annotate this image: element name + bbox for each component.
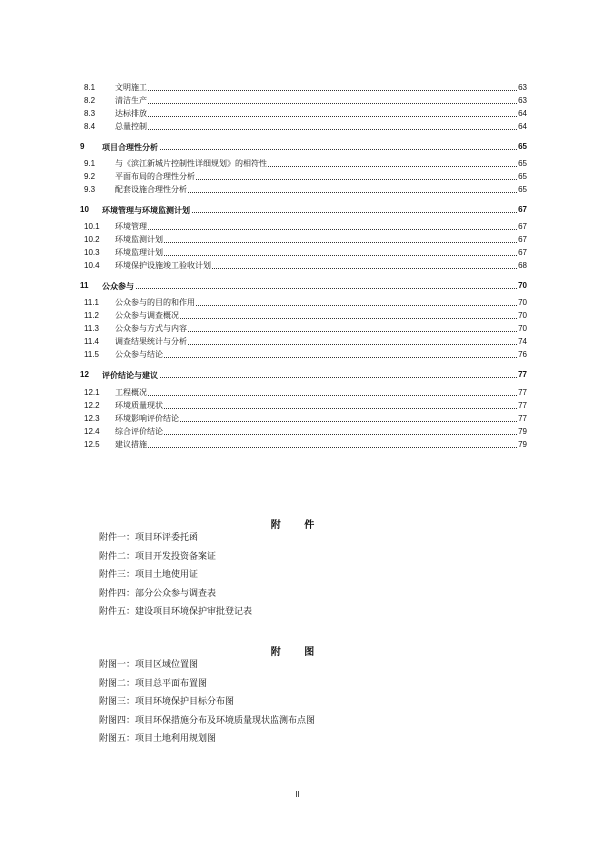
attachments-item: 附件四：部分公众参与调查表 [99,588,217,599]
toc-number: 8.3 [84,109,96,118]
toc-title-wrap [102,204,517,216]
toc-title-wrap [115,221,517,233]
toc-title: 平面布局的合理性分析 [115,172,195,181]
toc-entry[interactable] [0,234,595,246]
toc-entry[interactable] [0,82,595,94]
toc-entry[interactable] [0,336,595,348]
toc-title: 综合评价结论 [115,427,163,436]
toc-entry[interactable] [0,323,595,335]
toc-entry[interactable] [0,349,595,361]
toc-page: 74 [518,337,527,346]
toc-title-wrap [115,234,517,246]
toc-number: 11.5 [84,350,99,359]
toc-number: 10.2 [84,235,100,244]
toc-title: 环境保护设施竣工验收计划 [115,261,211,270]
toc-page: 64 [518,122,527,131]
toc-entry[interactable] [0,400,595,412]
toc-number: 9.1 [84,159,96,168]
toc-number: 12.2 [84,401,100,410]
toc-title-wrap [115,82,517,94]
toc-entry[interactable] [0,158,595,170]
toc-title-wrap [115,323,517,335]
toc-title-wrap [115,336,517,348]
toc-page: 79 [518,440,527,449]
toc-title-wrap [115,95,517,107]
toc-number: 12 [80,370,89,379]
toc-number: 8.2 [84,96,96,105]
toc-entry[interactable] [0,310,595,322]
toc-page: 67 [518,248,527,257]
toc-page: 63 [518,96,527,105]
attachments-title: 附 件 [270,520,325,531]
toc-title-wrap [115,426,517,438]
toc-page: 79 [518,427,527,436]
toc-entry[interactable] [0,439,595,451]
attachments-item: 附件三：项目土地使用证 [99,570,199,580]
toc-entry[interactable] [0,426,595,438]
attachments-item: 附件一：项目环评委托函 [99,533,199,543]
toc-number: 11.2 [84,311,99,320]
toc-entry[interactable] [0,247,595,259]
toc-title: 工程概况 [115,388,147,397]
toc-page: 65 [518,159,527,168]
toc-number: 12.1 [84,388,100,397]
toc-page: 70 [518,324,527,333]
toc-entry[interactable] [0,121,595,133]
figures-item: 附图二：项目总平面布置图 [99,678,208,689]
toc-title: 公众参与结论 [115,350,163,359]
toc-number: 8.4 [84,122,96,131]
toc-title-wrap [115,400,517,412]
toc-page: 67 [518,205,527,214]
toc-entry[interactable] [0,297,595,309]
toc-number: 12.4 [84,427,100,436]
toc-number: 10.3 [84,248,100,257]
toc-page: 77 [518,388,527,397]
figures-title: 附 图 [270,647,325,658]
toc-title: 调查结果统计与分析 [115,337,187,346]
toc-title: 环境监测计划 [115,235,163,244]
toc-number: 8.1 [84,83,96,92]
attachments-item: 附件二：项目开发投资备案证 [99,551,217,562]
toc-entry[interactable] [0,260,595,272]
toc-title: 环境监理计划 [115,248,163,257]
toc-entry[interactable] [0,95,595,107]
toc-number: 10.4 [84,261,100,270]
toc-title-wrap [115,121,517,133]
toc-title: 清洁生产 [115,96,147,105]
toc-title: 公众参与方式与内容 [115,324,187,333]
toc-title: 环境管理 [115,222,147,231]
toc-page: 70 [518,298,527,307]
toc-entry[interactable] [0,387,595,399]
toc-page: 77 [518,401,527,410]
toc-title-wrap [115,413,517,425]
toc-page: 76 [518,350,527,359]
toc-number: 9 [80,142,85,151]
toc-title-wrap [102,141,517,153]
attachments-item: 附件五：建设项目环境保护审批登记表 [99,607,253,617]
toc-title-wrap [115,108,517,120]
toc-page: 64 [518,109,527,118]
figures-item: 附图四：项目环保措施分布及环境质量现状监测布点图 [99,715,316,726]
toc-title: 公众参与 [102,281,134,291]
toc-title-wrap [115,247,517,259]
toc-number: 9.2 [84,172,96,181]
toc-page: 68 [518,261,527,270]
toc-title-wrap [115,349,517,361]
toc-number: 11 [80,281,89,290]
toc-entry[interactable] [0,184,595,196]
figures-item: 附图三：项目环境保护目标分布图 [99,697,235,707]
toc-number: 10.1 [84,222,100,231]
toc-title-wrap [115,439,517,451]
toc-title-wrap [115,184,517,196]
toc-page: 65 [518,185,527,194]
toc-page: 67 [518,235,527,244]
toc-entry[interactable] [0,280,595,292]
toc-title-wrap [102,280,517,292]
toc-title: 达标排放 [115,109,147,118]
toc-entry[interactable] [0,413,595,425]
toc-title-wrap [115,297,517,309]
toc-page: 65 [518,172,527,181]
toc-title: 项目合理性分析 [102,142,158,152]
toc-page: 65 [518,142,527,151]
toc-title: 环境影响评价结论 [115,414,179,423]
toc-title: 公众参与调查概况 [115,311,179,320]
toc-entry[interactable] [0,171,595,183]
toc-page: 67 [518,222,527,231]
figures-item: 附图五：项目土地利用规划图 [99,734,217,744]
toc-entry[interactable] [0,221,595,233]
toc-page: 70 [518,311,527,320]
toc-title-wrap [115,260,517,272]
toc-number: 11.4 [84,337,99,346]
toc-number: 11.3 [84,324,99,333]
toc-number: 10 [80,205,89,214]
figures-item: 附图一：项目区域位置图 [99,660,199,670]
toc-page: 77 [518,370,527,379]
toc-number: 9.3 [84,185,96,194]
toc-title: 文明施工 [115,83,147,92]
toc-title-wrap [115,158,517,170]
toc-title: 配套设施合理性分析 [115,185,187,194]
toc-number: 12.3 [84,414,100,423]
toc-page: 77 [518,414,527,423]
toc-title: 环境管理与环境监测计划 [102,205,190,215]
toc-title: 评价结论与建议 [102,370,158,380]
toc-title-wrap [115,171,517,183]
toc-title: 建议措施 [115,440,147,449]
toc-entry[interactable] [0,141,595,153]
page-number: II [295,790,300,799]
toc-title: 公众参与的目的和作用 [115,298,195,307]
toc-title-wrap [115,387,517,399]
toc-entry[interactable] [0,204,595,216]
toc-page: 63 [518,83,527,92]
toc-title: 环境质量现状 [115,401,163,410]
toc-title-wrap [102,369,517,381]
toc-number: 12.5 [84,440,100,449]
toc-title-wrap [115,310,517,322]
toc-page: 70 [518,281,527,290]
toc-entry[interactable] [0,108,595,120]
toc-number: 11.1 [84,298,99,307]
toc-entry[interactable] [0,369,595,381]
toc-title: 与《滨江新城片控制性详细规划》的相符性 [115,159,267,168]
toc-title: 总量控制 [115,122,147,131]
